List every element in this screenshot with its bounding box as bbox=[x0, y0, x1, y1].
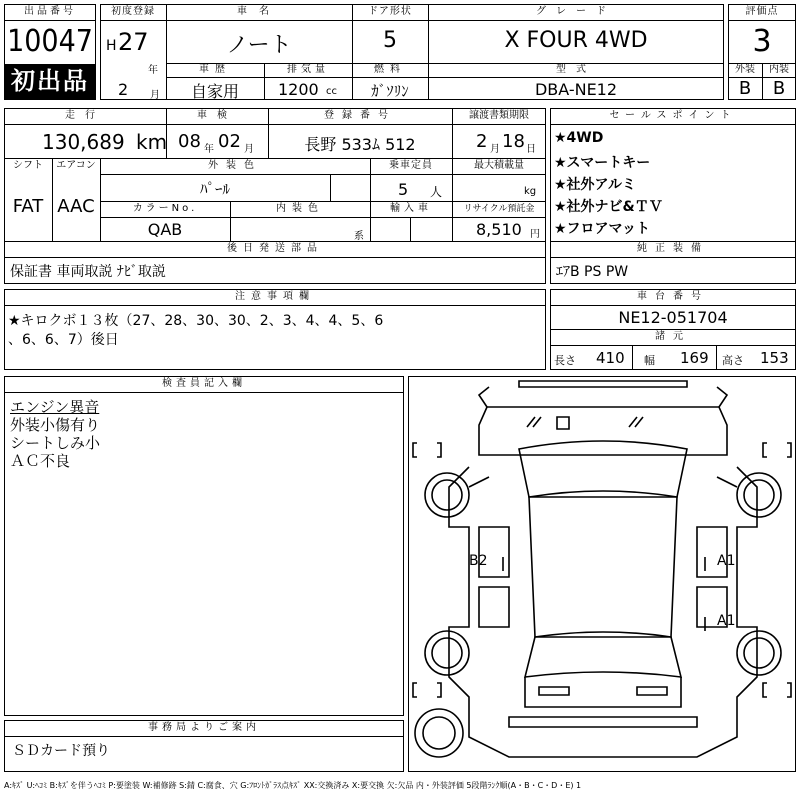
transfer-day-unit: 日 bbox=[526, 144, 536, 155]
notes-line-2: 、6、6、7）後日 bbox=[8, 332, 119, 348]
damage-mark: B2 bbox=[469, 553, 488, 569]
model-label: 型式 bbox=[556, 64, 596, 75]
first-listing-label: 初出品 bbox=[11, 67, 89, 95]
later-parts-label: 後日発送部品 bbox=[227, 243, 323, 254]
history: 自家用 bbox=[190, 82, 239, 101]
color-no-label: カラーNo. bbox=[132, 203, 198, 214]
capacity: 5 bbox=[398, 180, 409, 199]
transfer-day: 18 bbox=[502, 131, 525, 152]
sales-point: ★社外ナビ&ＴＶ bbox=[554, 199, 663, 215]
inspection-year-unit: 年 bbox=[204, 144, 214, 155]
transfer-month-unit: 月 bbox=[490, 144, 500, 155]
inspection-year: 08 bbox=[178, 131, 201, 152]
model: DBA-NE12 bbox=[534, 80, 618, 99]
displacement: 1200 bbox=[278, 80, 319, 99]
color-label: 外装色 bbox=[208, 160, 262, 171]
capacity-unit: 人 bbox=[430, 185, 443, 199]
first-reg-label: 初度登録 bbox=[111, 6, 155, 17]
inspector-note: エンジン異音 bbox=[10, 398, 100, 416]
color: ﾊﾟｰﾙ bbox=[199, 180, 230, 198]
office-label: 事務局よりご案内 bbox=[148, 722, 260, 733]
fuel-label: 燃料 bbox=[374, 64, 406, 75]
height-label: 高さ bbox=[722, 354, 744, 367]
sales-points-label: セールスポイント bbox=[609, 110, 737, 121]
inspector-note: ＡＣ不良 bbox=[10, 452, 71, 470]
damage-legend: A:ｷｽﾞ U:ﾍｺﾐ B:ｷｽﾞを伴うﾍｺﾐ P:要塗装 W:補修跡 S:錆 C:腐食、穴 G:ﾌﾛﾝﾄｶﾞﾗｽ点ｷｽﾞ XX:交換済み X:要交換 欠:欠品 内・外装評価 5段階ﾗﾝｸ順(A・B・C・D・E) 1 bbox=[4, 781, 582, 790]
grade-label: グレード bbox=[536, 6, 616, 17]
lot-label: 出品番号 bbox=[24, 6, 76, 17]
recycle-label: リサイクル預託金 bbox=[463, 204, 535, 214]
plate-label: 登録番号 bbox=[324, 110, 396, 121]
plate: 長野 533ﾑ 512 bbox=[304, 135, 416, 154]
displacement-unit: cc bbox=[326, 86, 337, 97]
inspection-month-unit: 月 bbox=[244, 144, 254, 155]
reg-year-unit: 年 bbox=[148, 65, 158, 76]
import-label: 輸入車 bbox=[390, 203, 432, 214]
inspection-month: 02 bbox=[218, 131, 241, 152]
shift-label: シフト bbox=[13, 160, 43, 171]
lot-number: 10047 bbox=[7, 24, 93, 59]
recycle-unit: 円 bbox=[530, 229, 540, 240]
mileage: 130,689 bbox=[42, 130, 125, 154]
notes-line-1: ★キロクボ１３枚（27、28、30、30、2、3、4、4、5、6 bbox=[8, 313, 384, 329]
height: 153 bbox=[760, 349, 789, 367]
sales-point: ★スマートキー bbox=[554, 155, 651, 171]
load-unit: kg bbox=[524, 186, 537, 197]
interior-color-label: 内装色 bbox=[276, 203, 324, 214]
load-label: 最大積載量 bbox=[474, 160, 524, 171]
inspector-note: 外装小傷有り bbox=[10, 416, 101, 434]
notes-label: 注意事項欄 bbox=[235, 291, 315, 302]
damage-diagram bbox=[408, 376, 796, 772]
recycle: 8,510 bbox=[476, 220, 522, 239]
capacity-label: 乗車定員 bbox=[389, 160, 433, 171]
width-label: 幅 bbox=[644, 354, 655, 367]
exterior-label: 外装 bbox=[735, 64, 755, 75]
length-label: 長さ bbox=[554, 354, 576, 367]
ac: AAC bbox=[57, 196, 95, 217]
inspector-label: 検査員記入欄 bbox=[162, 378, 246, 389]
later-parts: 保証書 車両取説 ﾅﾋﾞ取説 bbox=[10, 264, 166, 280]
sales-point: ★社外アルミ bbox=[554, 177, 636, 193]
reg-year: 27 bbox=[118, 28, 149, 56]
damage-mark: A1 bbox=[717, 613, 736, 629]
era: H bbox=[106, 38, 117, 54]
door-label: ドア形状 bbox=[368, 6, 412, 17]
equipment: ｴｱB PS PW bbox=[556, 264, 629, 280]
car-name-label: 車名 bbox=[237, 6, 281, 17]
fuel: ｶﾞｿﾘﾝ bbox=[371, 82, 409, 100]
sales-point: ★4WD bbox=[554, 130, 604, 146]
doors: 5 bbox=[383, 28, 397, 53]
displacement-label: 排気量 bbox=[287, 64, 329, 75]
width: 169 bbox=[680, 349, 709, 367]
mileage-unit: km bbox=[136, 130, 168, 154]
car-outline-diagram bbox=[409, 377, 797, 773]
grade: X FOUR 4WD bbox=[504, 28, 648, 53]
damage-mark: A1 bbox=[717, 553, 736, 569]
chassis-number: NE12-051704 bbox=[618, 308, 728, 327]
mileage-label: 走行 bbox=[65, 110, 105, 121]
spec-label: 諸元 bbox=[655, 331, 691, 342]
interior-label: 内装 bbox=[769, 64, 789, 75]
score-label: 評価点 bbox=[745, 6, 779, 17]
reg-month-unit: 月 bbox=[150, 90, 160, 101]
shift: FAT bbox=[12, 196, 44, 217]
history-label: 車歴 bbox=[199, 64, 231, 75]
ac-label: エアコン bbox=[56, 160, 96, 171]
inspection-label: 車検 bbox=[197, 110, 237, 121]
car-name: ノート bbox=[226, 33, 292, 58]
transfer-month: 2 bbox=[476, 131, 488, 152]
office-text: ＳＤカード預り bbox=[12, 743, 110, 759]
interior-color-unit: 系 bbox=[354, 231, 364, 242]
length: 410 bbox=[596, 349, 625, 367]
transfer-label: 譲渡書類期限 bbox=[469, 110, 529, 121]
color-no: QAB bbox=[147, 220, 183, 239]
score: 3 bbox=[752, 24, 772, 59]
exterior-grade: B bbox=[738, 78, 752, 99]
equipment-label: 純正装備 bbox=[637, 243, 709, 254]
reg-month: 2 bbox=[118, 80, 129, 99]
inspector-note: シートしみ小 bbox=[10, 434, 101, 452]
interior-grade: B bbox=[772, 78, 786, 99]
chassis-label: 車台番号 bbox=[637, 291, 709, 302]
sales-point: ★フロアマット bbox=[554, 221, 650, 237]
